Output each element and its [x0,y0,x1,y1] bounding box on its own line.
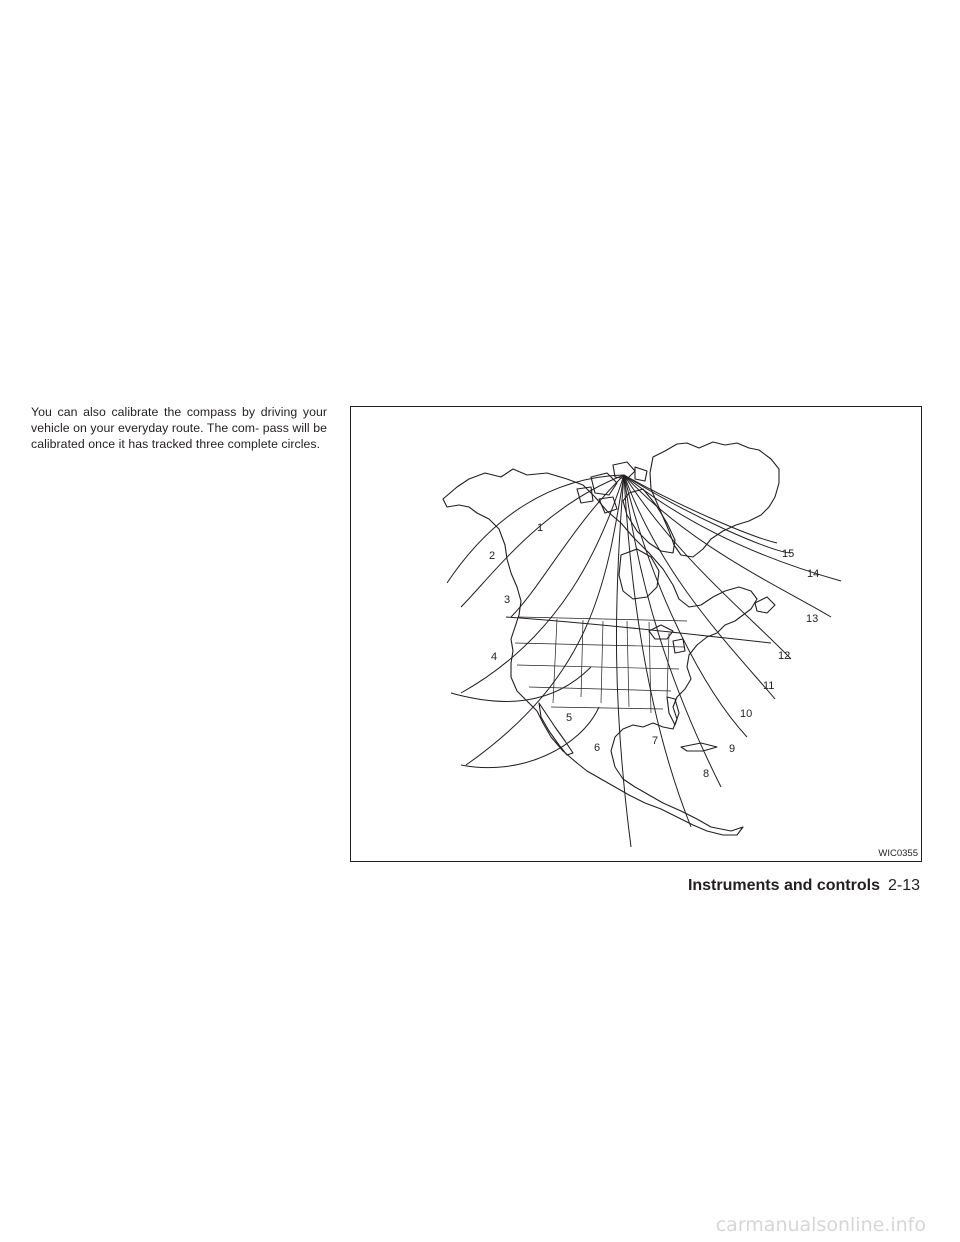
page-number: 2-13 [887,877,920,894]
zone-label-2: 2 [489,550,496,562]
zone-label-4: 4 [491,651,498,663]
zone-label-12: 12 [778,650,791,662]
watermark: carmanualsonline.info [715,1214,926,1236]
zone-label-3: 3 [504,594,511,606]
compass-zone-map-figure [350,406,922,862]
zone-label-7: 7 [652,735,659,747]
zone-label-11: 11 [763,680,775,692]
figure-code: WIC0355 [878,848,918,859]
florida [667,697,679,725]
zone-label-8: 8 [703,768,710,780]
greenland-outline [650,442,779,557]
compass-zone-map [351,407,921,861]
baja-peninsula [539,703,573,755]
zone-label-15: 15 [782,548,795,560]
zone-label-10: 10 [740,708,753,720]
footer-section-title: Instruments and controls [687,877,880,894]
great-lakes [649,625,685,653]
zone-labels [489,522,819,780]
zone-label-6: 6 [594,742,601,754]
zone-label-14: 14 [807,568,820,580]
page-footer [688,877,920,895]
zone-label-13: 13 [806,613,819,625]
body-paragraph: You can also calibrate the compass by driving your vehicle on your everyday route. The com- pass will be calibrated once it has tracked three complete circles. [31,405,327,451]
zone-label-9: 9 [729,743,736,755]
newfoundland [755,597,775,613]
hudson-bay [619,549,659,599]
zone-label-5: 5 [566,712,573,724]
cuba [681,743,717,751]
zone-label-1: 1 [537,522,544,534]
